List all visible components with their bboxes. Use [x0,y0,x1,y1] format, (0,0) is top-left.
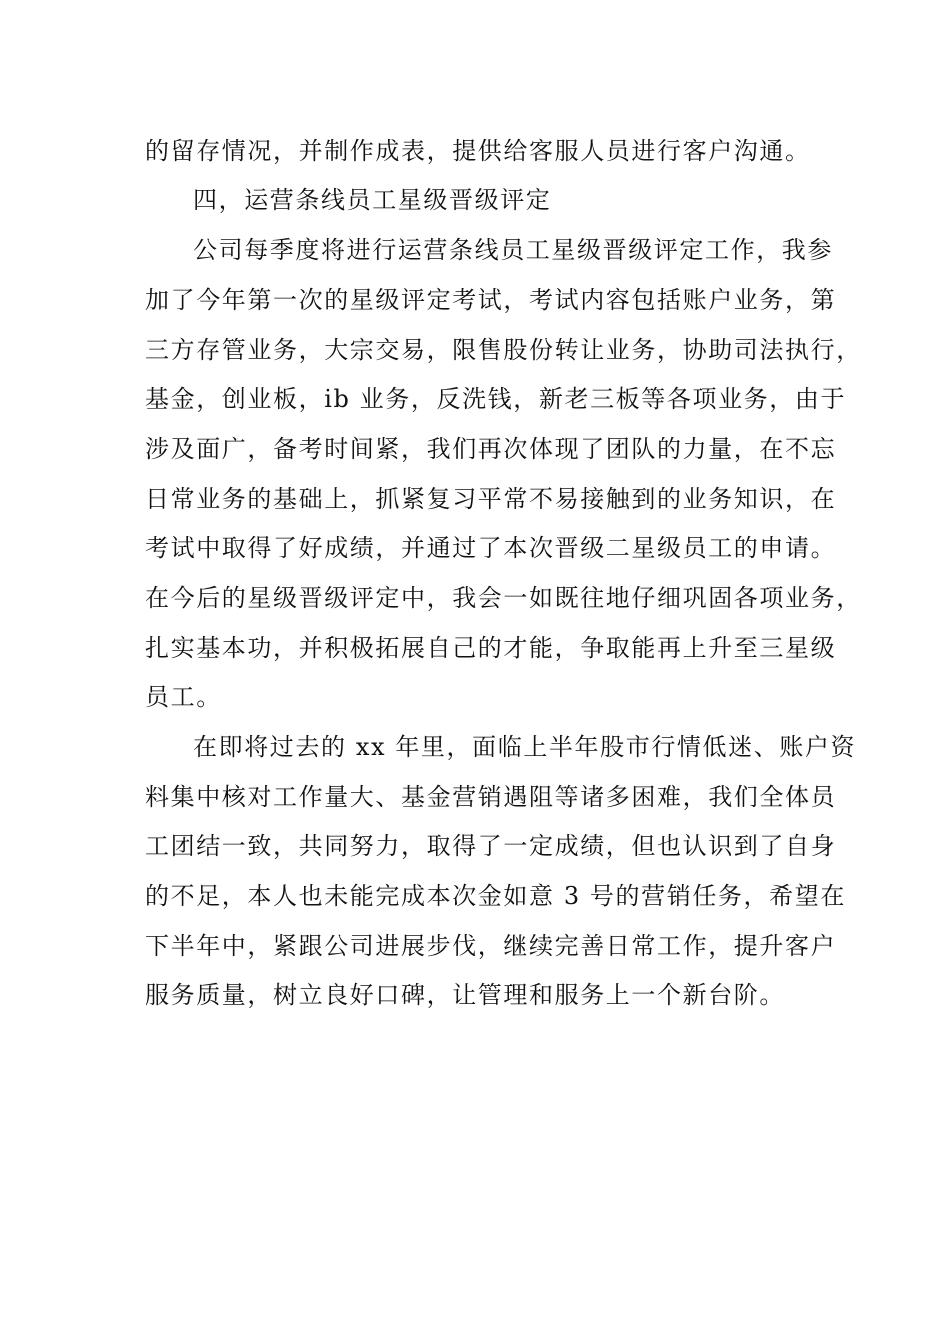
text-line: 料集中核对工作量大、基金营销遇阻等诸多困难，我们全体员 [145,783,837,811]
text-line: 工团结一致，共同努力，取得了一定成绩，但也认识到了自身 [145,832,837,860]
text-line: 日常业务的基础上，抓紧复习平常不易接触到的业务知识，在 [145,485,837,513]
text-line: 扎实基本功，并积极拓展自己的才能，争取能再上升至三星级 [145,634,837,662]
text-line: 三方存管业务，大宗交易，限售股份转让业务，协助司法执行， [145,336,862,364]
text-line: 下半年中，紧跟公司进展步伐，继续完善日常工作，提升客户 [145,932,837,960]
text-line: 在即将过去的 xx 年里，面临上半年股市行情低迷、账户资 [193,733,857,761]
text-line: 考试中取得了好成绩，并通过了本次晋级二星级员工的申请。 [145,534,837,562]
text-line: 公司每季度将进行运营条线员工星级晋级评定工作，我参 [193,236,833,264]
text-line: 服务质量，树立良好口碑，让管理和服务上一个新台阶。 [145,981,785,1009]
text-line: 的不足，本人也未能完成本次金如意 3 号的营销任务，希望在 [145,882,846,910]
section-heading: 四，运营条线员工星级晋级评定 [193,186,552,214]
text-line: 的留存情况，并制作成表，提供给客服人员进行客户沟通。 [145,137,811,165]
text-line: 基金，创业板，ib 业务，反洗钱，新老三板等各项业务，由于 [145,385,847,413]
text-line: 员工。 [145,683,222,711]
text-line: 加了今年第一次的星级评定考试，考试内容包括账户业务，第 [145,286,837,314]
text-line: 在今后的星级晋级评定中，我会一如既往地仔细巩固各项业务， [145,584,862,612]
text-line: 涉及面广，备考时间紧，我们再次体现了团队的力量，在不忘 [145,435,837,463]
